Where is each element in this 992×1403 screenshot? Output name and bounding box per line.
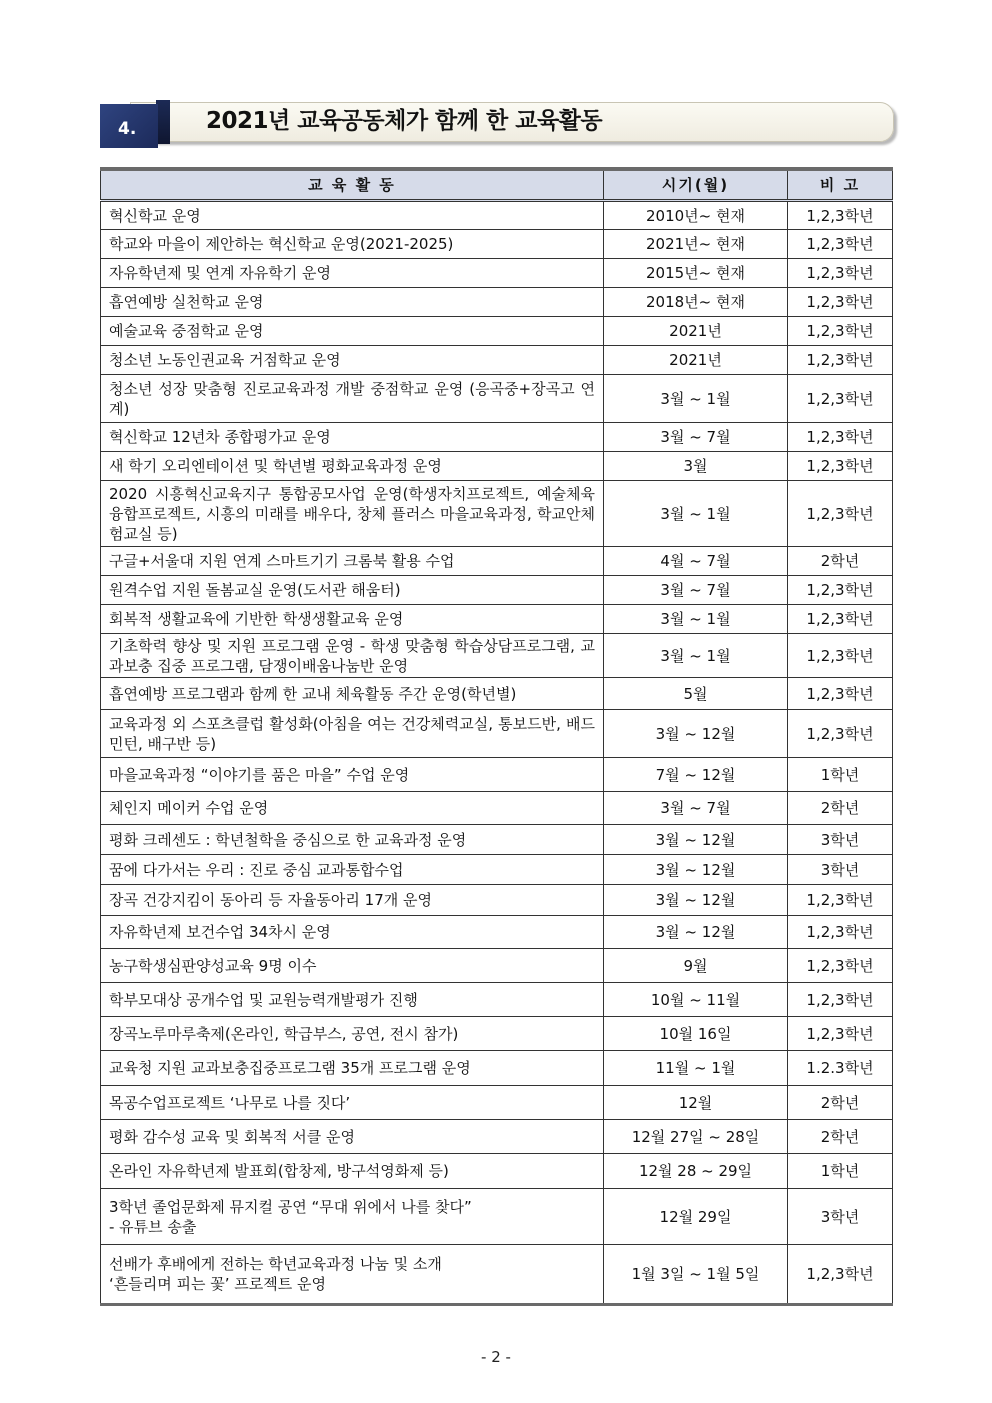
section-title: 2021년 교육공동체가 함께 한 교육활동 — [206, 108, 603, 134]
activity-cell: 구글+서울대 지원 연계 스마트기기 크롬북 활용 수업 — [101, 547, 604, 576]
period-cell: 10월 16일 — [604, 1017, 788, 1051]
activity-cell: 흡연예방 프로그램과 함께 한 교내 체육활동 주간 운영(학년별) — [101, 678, 604, 710]
note-cell: 3학년 — [788, 1189, 893, 1245]
note-cell: 1,2,3학년 — [788, 423, 893, 452]
table-row — [101, 1051, 893, 1086]
period-cell: 3월 ~ 7월 — [604, 792, 788, 825]
activity-cell: 목공수업프로젝트 ‘나무로 나를 짓다’ — [101, 1086, 604, 1120]
period-cell: 3월 ~ 12월 — [604, 825, 788, 855]
activity-cell: 학부모대상 공개수업 및 교원능력개발평가 진행 — [101, 983, 604, 1017]
table-row — [101, 825, 893, 855]
section-number-cube — [100, 104, 158, 148]
activity-cell: 청소년 노동인권교육 거점학교 운영 — [101, 346, 604, 375]
activity-line-1: 3학년 졸업문화제 뮤지컬 공연 “무대 위에서 나를 찾다” — [109, 1197, 472, 1216]
activity-cell: 청소년 성장 맞춤형 진로교육과정 개발 중점학교 운영 (응곡중+장곡고 연계) — [101, 375, 604, 423]
table-row — [101, 481, 893, 547]
period-cell: 3월 — [604, 452, 788, 481]
activity-cell: 장곡노루마루축제(온라인, 학급부스, 공연, 전시 참가) — [101, 1017, 604, 1051]
table-row — [101, 576, 893, 605]
activity-cell: 교육과정 외 스포츠클럽 활성화(아침을 여는 건강체력교실, 통보드반, 배드민턴, 배구반 등) — [101, 710, 604, 758]
table-row — [101, 288, 893, 317]
period-cell: 1월 3일 ~ 1월 5일 — [604, 1245, 788, 1305]
period-cell: 10월 ~ 11월 — [604, 983, 788, 1017]
activity-cell: 농구학생심판양성교육 9명 이수 — [101, 949, 604, 983]
period-cell: 3월 ~ 1월 — [604, 605, 788, 634]
activity-line-2: - 유튜브 송출 — [109, 1217, 197, 1236]
note-cell: 3학년 — [788, 855, 893, 885]
table-row — [101, 1189, 893, 1245]
activity-cell: 흡연예방 실천학교 운영 — [101, 288, 604, 317]
period-cell: 3월 ~ 7월 — [604, 423, 788, 452]
activity-cell: 마을교육과정 “이야기를 품은 마을” 수업 운영 — [101, 758, 604, 792]
page-number: - 2 - — [481, 1348, 511, 1366]
activity-cell: 체인지 메이커 수업 운영 — [101, 792, 604, 825]
activity-cell: 자유학년제 보건수업 34차시 운영 — [101, 916, 604, 949]
note-cell: 2학년 — [788, 1086, 893, 1120]
table-row — [101, 983, 893, 1017]
period-cell: 2018년~ 현재 — [604, 288, 788, 317]
note-cell: 2학년 — [788, 1120, 893, 1154]
period-cell: 4월 ~ 7월 — [604, 547, 788, 576]
table-row — [101, 949, 893, 983]
note-cell: 1,2,3학년 — [788, 634, 893, 678]
note-cell: 1학년 — [788, 1154, 893, 1189]
note-cell: 1학년 — [788, 758, 893, 792]
period-cell: 3월 ~ 12월 — [604, 885, 788, 916]
activity-cell: 예술교육 중점학교 운영 — [101, 317, 604, 346]
activity-cell: 회복적 생활교육에 기반한 학생생활교육 운영 — [101, 605, 604, 634]
table-row — [101, 1154, 893, 1189]
table-row — [101, 1245, 893, 1305]
period-cell: 3월 ~ 1월 — [604, 634, 788, 678]
activity-cell: 혁신학교 12년차 종합평가교 운영 — [101, 423, 604, 452]
header-note: 비 고 — [788, 169, 893, 201]
note-cell: 1,2,3학년 — [788, 375, 893, 423]
cube-side — [156, 100, 170, 144]
table-row — [101, 634, 893, 678]
activity-cell: 학교와 마을이 제안하는 혁신학교 운영(2021-2025) — [101, 230, 604, 259]
note-cell: 3학년 — [788, 825, 893, 855]
activity-cell: 2020 시흥혁신교육지구 통합공모사업 운영(학생자치프로젝트, 예술체육융합프로젝트, 시흥의 미래를 배우다, 창체 플러스 마을교육과정, 학교안체험교실 등) — [101, 481, 604, 547]
period-cell: 3월 ~ 12월 — [604, 916, 788, 949]
table-row — [101, 916, 893, 949]
table-header-row — [101, 169, 893, 201]
activity-cell: 새 학기 오리엔테이션 및 학년별 평화교육과정 운영 — [101, 452, 604, 481]
table-row — [101, 1120, 893, 1154]
table-row — [101, 710, 893, 758]
table-row — [101, 201, 893, 230]
activity-cell: 교육청 지원 교과보충집중프로그램 35개 프로그램 운영 — [101, 1051, 604, 1086]
period-cell: 3월 ~ 12월 — [604, 710, 788, 758]
activity-cell: 자유학년제 및 연계 자유학기 운영 — [101, 259, 604, 288]
activity-cell: 혁신학교 운영 — [101, 201, 604, 230]
table-row — [101, 230, 893, 259]
period-cell: 3월 ~ 1월 — [604, 481, 788, 547]
note-cell: 1,2,3학년 — [788, 230, 893, 259]
period-cell: 9월 — [604, 949, 788, 983]
section-header — [100, 96, 896, 148]
note-cell: 1,2,3학년 — [788, 452, 893, 481]
activity-cell: 꿈에 다가서는 우리 : 진로 중심 교과통합수업 — [101, 855, 604, 885]
activity-line-2: ‘흔들리며 피는 꽃’ 프로젝트 운영 — [109, 1275, 326, 1293]
section-number: 4. — [118, 119, 137, 139]
activity-cell: 온라인 자유학년제 발표회(합창제, 방구석영화제 등) — [101, 1154, 604, 1189]
note-cell: 1,2,3학년 — [788, 885, 893, 916]
note-cell: 1,2,3학년 — [788, 949, 893, 983]
activity-cell — [101, 1189, 604, 1245]
period-cell: 3월 ~ 7월 — [604, 576, 788, 605]
activity-line-1: 선배가 후배에게 전하는 학년교육과정 나눔 및 소개 — [109, 1255, 442, 1273]
table-row — [101, 855, 893, 885]
period-cell: 2021년~ 현재 — [604, 230, 788, 259]
note-cell: 1,2,3학년 — [788, 481, 893, 547]
table-row — [101, 792, 893, 825]
table-row — [101, 259, 893, 288]
table-row — [101, 605, 893, 634]
table-row — [101, 1017, 893, 1051]
table-row — [101, 1086, 893, 1120]
activity-cell: 평화 크레센도 : 학년철학을 중심으로 한 교육과정 운영 — [101, 825, 604, 855]
note-cell: 1,2,3학년 — [788, 317, 893, 346]
period-cell: 12월 28 ~ 29일 — [604, 1154, 788, 1189]
table-row — [101, 423, 893, 452]
period-cell: 7월 ~ 12월 — [604, 758, 788, 792]
period-cell: 12월 29일 — [604, 1189, 788, 1245]
note-cell: 2학년 — [788, 792, 893, 825]
table-row — [101, 346, 893, 375]
period-cell: 5월 — [604, 678, 788, 710]
table-row — [101, 758, 893, 792]
note-cell: 1,2,3학년 — [788, 288, 893, 317]
period-cell: 2021년 — [604, 346, 788, 375]
note-cell: 1,2,3학년 — [788, 605, 893, 634]
table-row — [101, 547, 893, 576]
activity-cell: 기초학력 향상 및 지원 프로그램 운영 - 학생 맞춤형 학습상담프로그램, 교과보충 집중 프로그램, 담쟁이배움나눔반 운영 — [101, 634, 604, 678]
period-cell: 12월 27일 ~ 28일 — [604, 1120, 788, 1154]
note-cell: 1,2,3학년 — [788, 678, 893, 710]
period-cell: 2021년 — [604, 317, 788, 346]
period-cell: 12월 — [604, 1086, 788, 1120]
note-cell: 1,2,3학년 — [788, 1017, 893, 1051]
period-cell: 2010년~ 현재 — [604, 201, 788, 230]
activity-cell: 장곡 건강지킴이 동아리 등 자율동아리 17개 운영 — [101, 885, 604, 916]
period-cell: 11월 ~ 1월 — [604, 1051, 788, 1086]
note-cell: 2학년 — [788, 547, 893, 576]
header-period: 시기(월) — [604, 169, 788, 201]
note-cell: 1,2,3학년 — [788, 710, 893, 758]
note-cell: 1,2,3학년 — [788, 346, 893, 375]
period-cell: 2015년~ 현재 — [604, 259, 788, 288]
note-cell: 1,2,3학년 — [788, 576, 893, 605]
header-activity: 교 육 활 동 — [101, 169, 604, 201]
activity-cell — [101, 1245, 604, 1305]
table-row — [101, 885, 893, 916]
period-cell: 3월 ~ 12월 — [604, 855, 788, 885]
table-row — [101, 452, 893, 481]
activities-table — [100, 167, 893, 1306]
period-cell: 3월 ~ 1월 — [604, 375, 788, 423]
note-cell: 1,2,3학년 — [788, 201, 893, 230]
table-row — [101, 317, 893, 346]
table-row — [101, 375, 893, 423]
note-cell: 1,2,3학년 — [788, 916, 893, 949]
activity-cell: 원격수업 지원 돌봄교실 운영(도서관 해움터) — [101, 576, 604, 605]
table-row — [101, 678, 893, 710]
note-cell: 1,2,3학년 — [788, 259, 893, 288]
note-cell: 1,2,3학년 — [788, 983, 893, 1017]
note-cell: 1,2,3학년 — [788, 1245, 893, 1305]
activity-cell: 평화 감수성 교육 및 회복적 서클 운영 — [101, 1120, 604, 1154]
note-cell: 1.2.3학년 — [788, 1051, 893, 1086]
